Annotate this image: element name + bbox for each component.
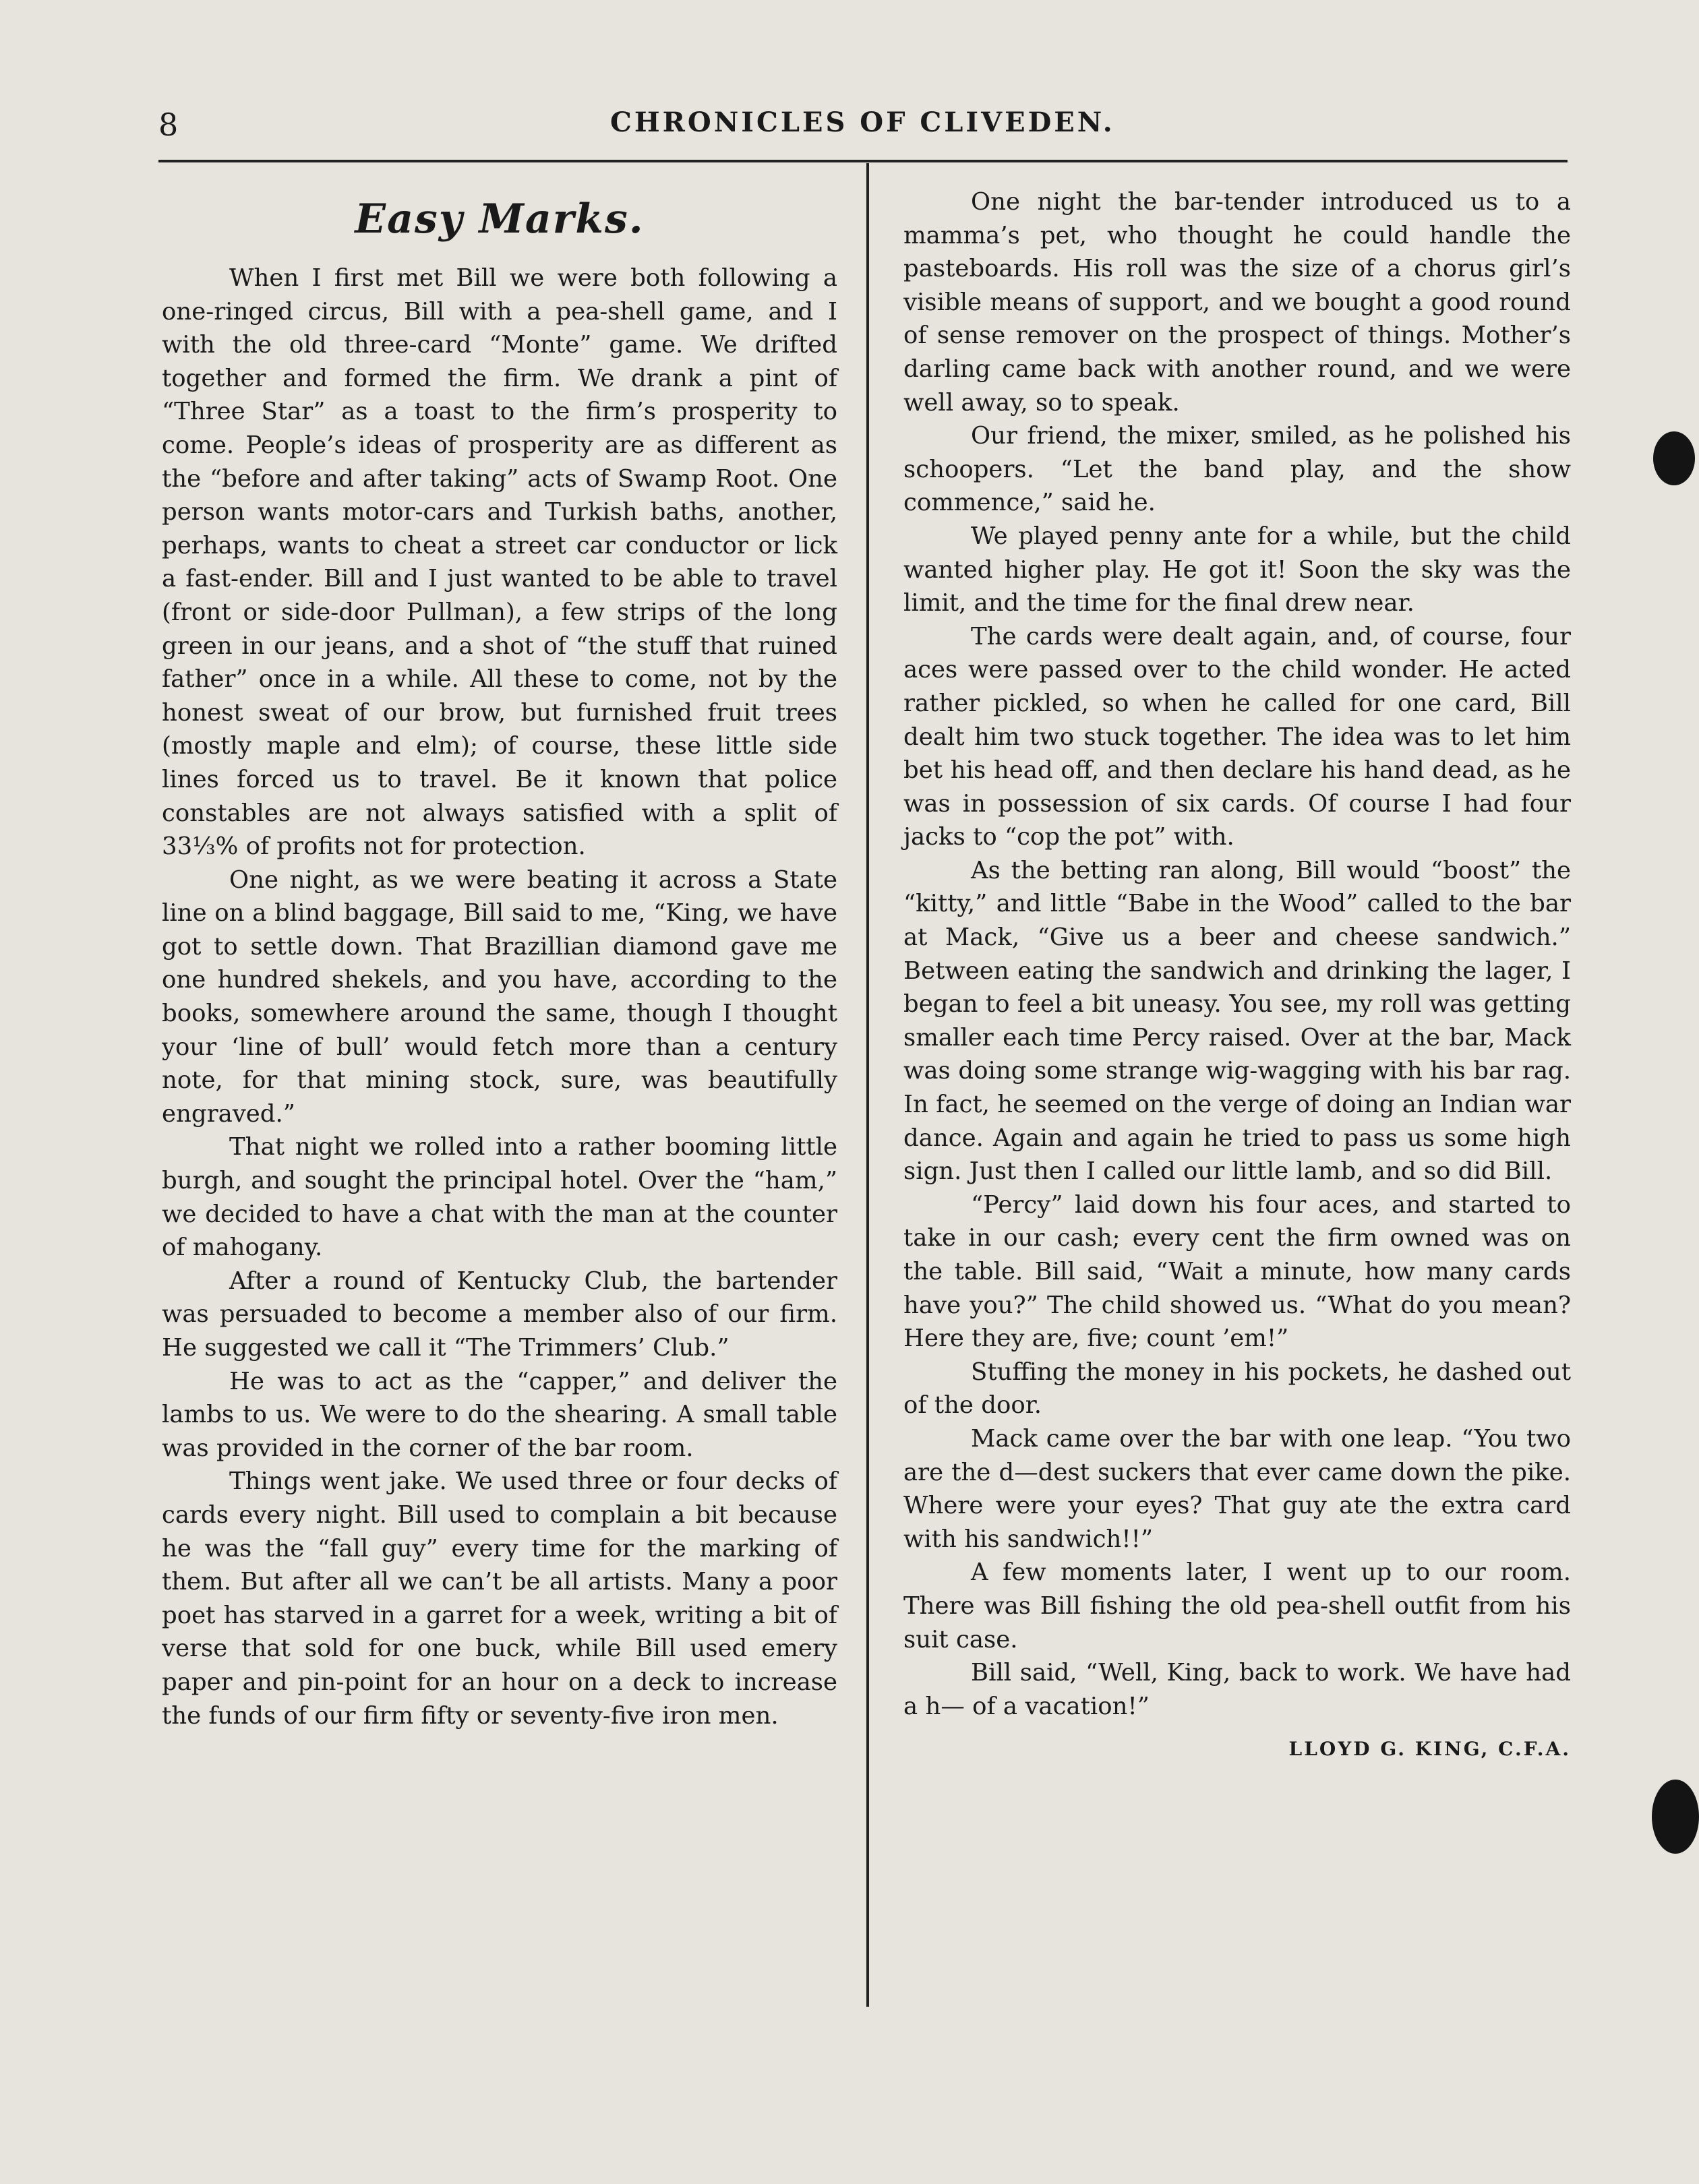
paragraph: He was to act as the “capper,” and deliver the lambs to us. We were to do the shearing. A small table was provided in the corner of the bar room. — [162, 1367, 837, 1462]
paper-hole — [1653, 431, 1695, 485]
author-byline: LLOYD G. KING, C.F.A. — [1288, 1738, 1571, 1761]
paragraph: The cards were dealt again, and, of course, four aces were passed over to the child wonder. He acted rather pickled, so when he called for one card, Bill dealt him two stuck together. The idea was to let him bet his head off, and then declare his hand dead, as he was in possession of six cards. Of course I had four jacks to “cop the pot” with. — [903, 622, 1571, 851]
paragraph: A few moments later, I went up to our room. There was Bill fishing the old pea-shell outfit from his suit case. — [903, 1558, 1571, 1654]
header-rule — [158, 160, 1568, 162]
right-column — [903, 185, 1571, 1766]
paragraph: We played penny ante for a while, but the child wanted higher play. He got it! Soon the sky was the limit, and the time for the final drew near. — [903, 522, 1571, 617]
article-title: Easy Marks. — [355, 195, 645, 243]
page-header — [158, 101, 1129, 148]
paragraph: One night the bar-tender introduced us to a mamma’s pet, who thought he could handle the pasteboards. His roll was the size of a chorus girl’s visible means of support, and we bought a good round of sense remover on the prospect of things. Mother’s darling came back with another round, and we were well away, so to speak. — [903, 188, 1571, 417]
paragraph: After a round of Kentucky Club, the bartender was persuaded to become a member also of our firm. He suggested we call it “The Trimmers’ Club.” — [162, 1267, 837, 1362]
paragraph: That night we rolled into a rather booming little burgh, and sought the principal hotel. Over the “ham,” we decided to have a chat with the man at the counter of mahogany. — [162, 1133, 837, 1262]
paragraph: One night, as we were beating it across a State line on a blind baggage, Bill said to me, “King, we have got to settle down. That Brazillian diamond gave me one hundred shekels, and you have, according to the books, somewhere around the same, though I thought your ‘line of bull’ would fetch more than a century note, for that mining stock, sure, was beautifully engraved.” — [162, 866, 837, 1128]
paragraph: Our friend, the mixer, smiled, as he polished his schoopers. “Let the band play, and the show commence,” said he. — [903, 422, 1571, 517]
page-number: 8 — [158, 107, 179, 143]
paragraph: Bill said, “Well, King, back to work. We have had a h— of a vacation!” — [903, 1659, 1571, 1720]
paper-hole — [1652, 1780, 1699, 1854]
column-divider — [866, 163, 869, 2007]
paragraph: “Percy” laid down his four aces, and started to take in our cash; every cent the firm owned was on the table. Bill said, “Wait a minute, how many cards have you?” The child showed us. “What do you mean? Here they are, five; count ’em!” — [903, 1190, 1571, 1353]
paragraph: Stuffing the money in his pockets, he dashed out of the door. — [903, 1358, 1571, 1420]
running-title: CHRONICLES OF CLIVEDEN. — [610, 107, 1115, 138]
paragraph: Mack came over the bar with one leap. “You two are the d—dest suckers that ever came down the pike. Where were your eyes? That guy ate the extra card with his sandwich!!” — [903, 1424, 1571, 1553]
paragraph: Things went jake. We used three or four decks of cards every night. Bill used to complain a bit because he was the “fall guy” every time for the marking of them. But after all we can’t be all artists. Many a poor poet has starved in a garret for a week, writing a bit of verse that sold for one buck, while Bill used emery paper and pin-point for an hour on a deck to increase the funds of our firm fifty or seventy-five iron men. — [162, 1467, 837, 1730]
left-column — [162, 172, 837, 1732]
paragraph: As the betting ran along, Bill would “boost” the “kitty,” and little “Babe in the Wood” called to the bar at Mack, “Give us a beer and cheese sandwich.” Between eating the sandwich and drinking the lager, I began to feel a bit uneasy. You see, my roll was getting smaller each time Percy raised. Over at the bar, Mack was doing some strange wig-wagging with his bar rag. In fact, he seemed on the verge of doing an Indian war dance. Again and again he tried to pass us some high sign. Just then I called our little lamb, and so did Bill. — [903, 856, 1571, 1186]
paragraph: When I first met Bill we were both following a one-ringed circus, Bill with a pea-shell game, and I with the old three-card “Monte” game. We drifted together and formed the firm. We drank a pint of “Three Star” as a toast to the firm’s prosperity to come. People’s ideas of prosperity are as different as the “before and after taking” acts of Swamp Root. One person wants motor-cars and Turkish baths, another, perhaps, wants to cheat a street car conductor or lick a fast-ender. Bill and I just wanted to be able to travel (front or side-door Pullman), a few strips of the long green in our jeans, and a shot of “the stuff that ruined father” once in a while. All these to come, not by the honest sweat of our brow, but furnished fruit trees (mostly maple and elm); of course, these little side lines forced us to travel. Be it known that police constables are not always satisfied with a split of 33⅓% of profits not for protection. — [162, 264, 837, 861]
